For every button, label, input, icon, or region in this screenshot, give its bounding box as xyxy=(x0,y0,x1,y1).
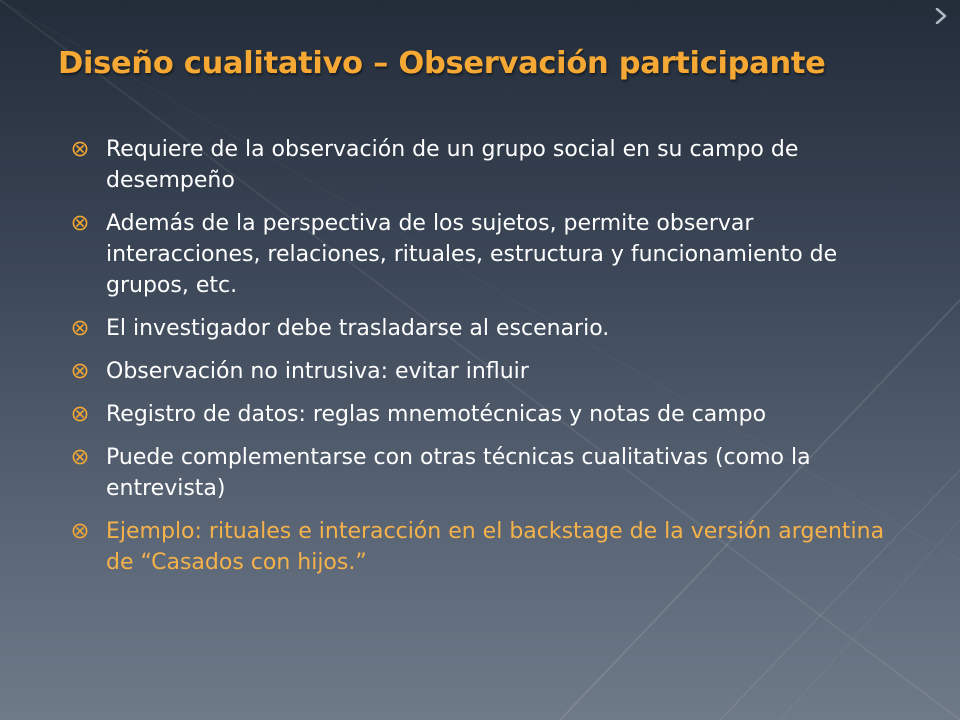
bullet-text: El investigador debe trasladarse al escenario. xyxy=(106,316,610,341)
bullet-item xyxy=(72,442,912,504)
bullet-text: Además de la perspectiva de los sujetos, permite observar interacciones, relaciones, rituales, estructura y funcionamiento de grupos, etc. xyxy=(106,211,838,298)
bullet-text: Ejemplo: rituales e interacción en el backstage de la versión argentina de “Casados con hijos.” xyxy=(106,519,885,575)
circled-cross-bullet-icon xyxy=(72,141,88,157)
bullet-item xyxy=(72,399,912,430)
bullet-text: Registro de datos: reglas mnemotécnicas y notas de campo xyxy=(106,402,767,427)
circled-cross-bullet-icon xyxy=(72,320,88,336)
circled-cross-bullet-icon xyxy=(72,363,88,379)
circled-cross-bullet-icon xyxy=(72,406,88,422)
bullet-text: Observación no intrusiva: evitar influir xyxy=(106,359,529,384)
slide-title: Diseño cualitativo – Observación participante xyxy=(58,46,826,81)
bullet-item xyxy=(72,516,912,578)
bullet-list xyxy=(72,134,912,590)
circled-cross-bullet-icon xyxy=(72,523,88,539)
bullet-item xyxy=(72,313,912,344)
chevron-right-icon xyxy=(935,8,947,24)
bullet-item xyxy=(72,134,912,196)
bullet-text: Puede complementarse con otras técnicas cualitativas (como la entrevista) xyxy=(106,445,811,501)
bullet-item xyxy=(72,208,912,301)
circled-cross-bullet-icon xyxy=(72,449,88,465)
bullet-text: Requiere de la observación de un grupo social en su campo de desempeño xyxy=(106,137,799,193)
circled-cross-bullet-icon xyxy=(72,215,88,231)
bullet-item xyxy=(72,356,912,387)
